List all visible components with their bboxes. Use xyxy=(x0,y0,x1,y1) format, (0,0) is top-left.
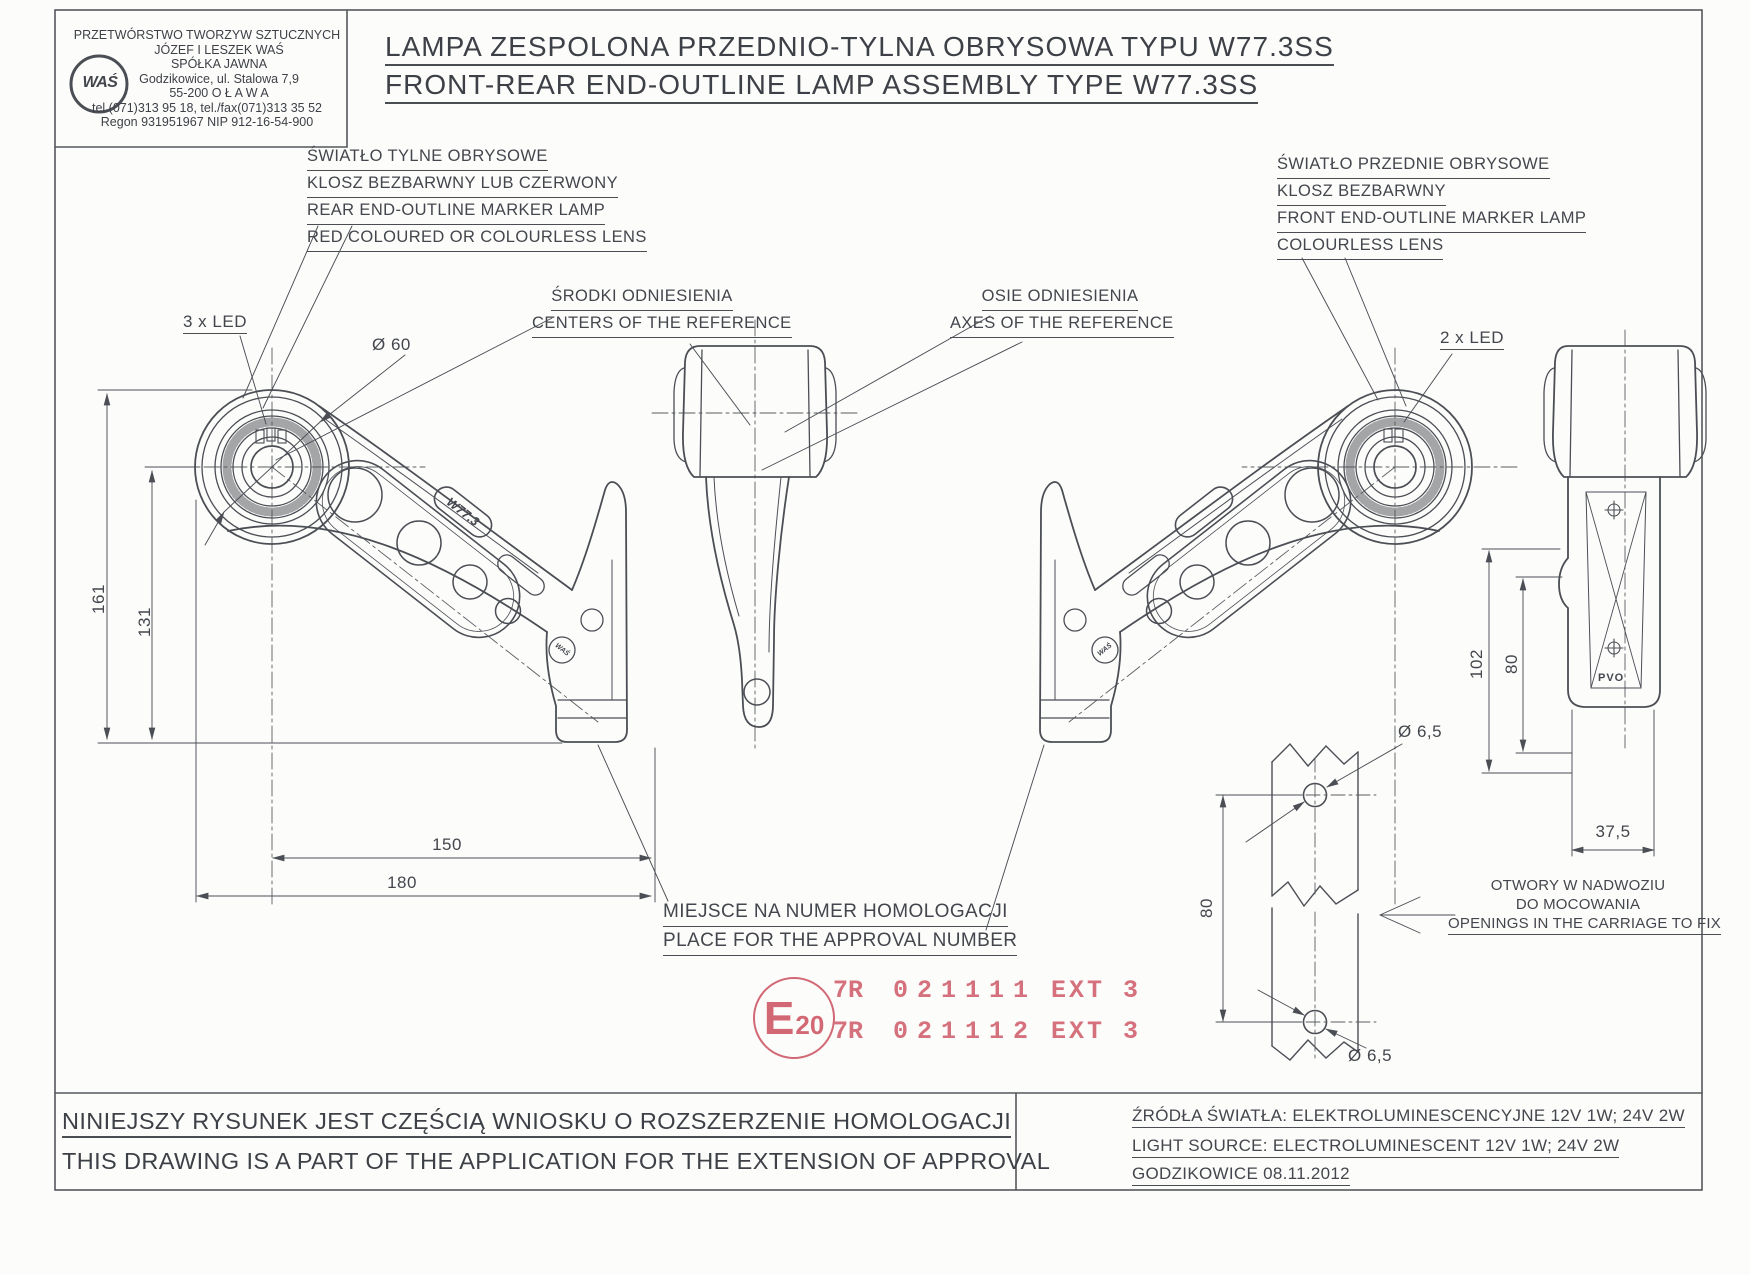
company-line: PRZETWÓRSTWO TWORZYW SZTUCZNYCH xyxy=(73,28,341,42)
dim-60: Ø 60 xyxy=(372,335,411,354)
stamp-row-1 xyxy=(833,976,1141,1005)
callout-rear-lamp: ŚWIATŁO TYLNE OBRYSOWE KLOSZ BEZBARWNY LUB CZERWONY REAR END-OUTLINE MARKER LAMP RED COLOURED OR COLOURLESS LENS xyxy=(307,144,647,252)
footer-light-source-en: LIGHT SOURCE: ELECTROLUMINESCENT 12V 1W; 24V 2W xyxy=(1132,1136,1619,1158)
callout-front-lamp: ŚWIATŁO PRZEDNIE OBRYSOWE KLOSZ BEZBARWNY FRONT END-OUTLINE MARKER LAMP COLOURLESS LENS xyxy=(1277,152,1586,260)
dim-102: 102 xyxy=(1467,649,1486,679)
mounting-holes-detail xyxy=(1256,744,1376,1060)
company-line: 55-200 O Ł A W A xyxy=(169,86,269,100)
company-block xyxy=(73,28,343,130)
stamp-number: 021112 xyxy=(893,1017,1038,1046)
mini-logo-left: WAŚ xyxy=(553,642,571,658)
company-line: tel.(071)313 95 18, tel./fax(071)313 35 52 xyxy=(91,100,323,115)
footer-note-en: THIS DRAWING IS A PART OF THE APPLICATION FOR THE EXTENSION OF APPROVAL xyxy=(62,1148,1051,1174)
footer-light-source-pl: ŹRÓDŁA ŚWIATŁA: ELEKTROLUMINESCENCYJNE 12V 1W; 24V 2W xyxy=(1132,1106,1685,1128)
stamp-code: 7R xyxy=(833,976,864,1005)
company-line: Regon 931951967 NIP 912-16-54-900 xyxy=(100,115,314,129)
stamp-ext: EXT 3 xyxy=(1051,976,1142,1005)
callout-openings: OTWORY W NADWOZIU DO MOCOWANIA OPENINGS IN THE CARRIAGE TO FIX xyxy=(1448,876,1708,935)
stamp-ext: EXT 3 xyxy=(1051,1017,1142,1046)
mini-logo-right: WAŚ xyxy=(1096,642,1114,658)
dim-80-holes: 80 xyxy=(1197,898,1216,918)
stamp-number: 021111 xyxy=(893,976,1038,1005)
dim-80-side: 80 xyxy=(1502,654,1521,674)
marking-pvo: PVO xyxy=(1598,672,1625,684)
callout-approval-place: MIEJSCE NA NUMER HOMOLOGACJI PLACE FOR THE APPROVAL NUMBER xyxy=(663,898,1017,956)
footer-note-pl: NINIEJSZY RYSUNEK JEST CZĘŚCIĄ WNIOSKU O ROZSZERZENIE HOMOLOGACJI xyxy=(62,1108,1011,1138)
dim-6-5-bottom: Ø 6,5 xyxy=(1348,1046,1393,1065)
company-line: JÓZEF I LESZEK WAŚ xyxy=(154,42,284,57)
leader-lines xyxy=(240,226,1455,933)
drawing-title-en: FRONT-REAR END-OUTLINE LAMP ASSEMBLY TYPE W77.3SS xyxy=(385,69,1258,104)
side-profile-view xyxy=(652,320,860,752)
company-line: Godzikowice, ul. Stalowa 7,9 xyxy=(139,71,299,86)
back-profile-view xyxy=(1544,330,1706,748)
led-marks-right xyxy=(1384,429,1403,442)
led-marks-left xyxy=(256,428,286,443)
stamp-e-number: 20 xyxy=(795,1009,825,1040)
callout-axes: OSIE ODNIESIENIA AXES OF THE REFERENCE xyxy=(950,284,1170,338)
stamp-row-2 xyxy=(833,1017,1141,1046)
stamp-e-letter: E xyxy=(763,992,795,1044)
dim-6-5-top: Ø 6,5 xyxy=(1398,722,1443,741)
drawing-title-pl: LAMPA ZESPOLONA PRZEDNIO-TYLNA OBRYSOWA TYPU W77.3SS xyxy=(385,31,1334,66)
badge-w77-3: W77.3 xyxy=(443,494,483,530)
label-led-right: 2 x LED xyxy=(1440,328,1504,350)
dim-161: 161 xyxy=(89,584,108,614)
callout-centers: ŚRODKI ODNIESIENIA CENTERS OF THE REFERENCE xyxy=(532,284,752,338)
arm-view-geometry xyxy=(150,348,627,905)
stamp-code: 7R xyxy=(833,1017,864,1046)
company-logo: WAŚ xyxy=(82,74,118,91)
approval-stamp-e-mark xyxy=(753,977,835,1059)
label-led-left: 3 x LED xyxy=(183,312,247,334)
dim-37-5: 37,5 xyxy=(1595,822,1631,841)
dim-180: 180 xyxy=(387,873,417,892)
company-line: SPÓŁKA JAWNA xyxy=(170,57,268,71)
dim-150: 150 xyxy=(432,835,462,854)
dim-131: 131 xyxy=(135,607,154,637)
footer-date: GODZIKOWICE 08.11.2012 xyxy=(1132,1164,1350,1186)
